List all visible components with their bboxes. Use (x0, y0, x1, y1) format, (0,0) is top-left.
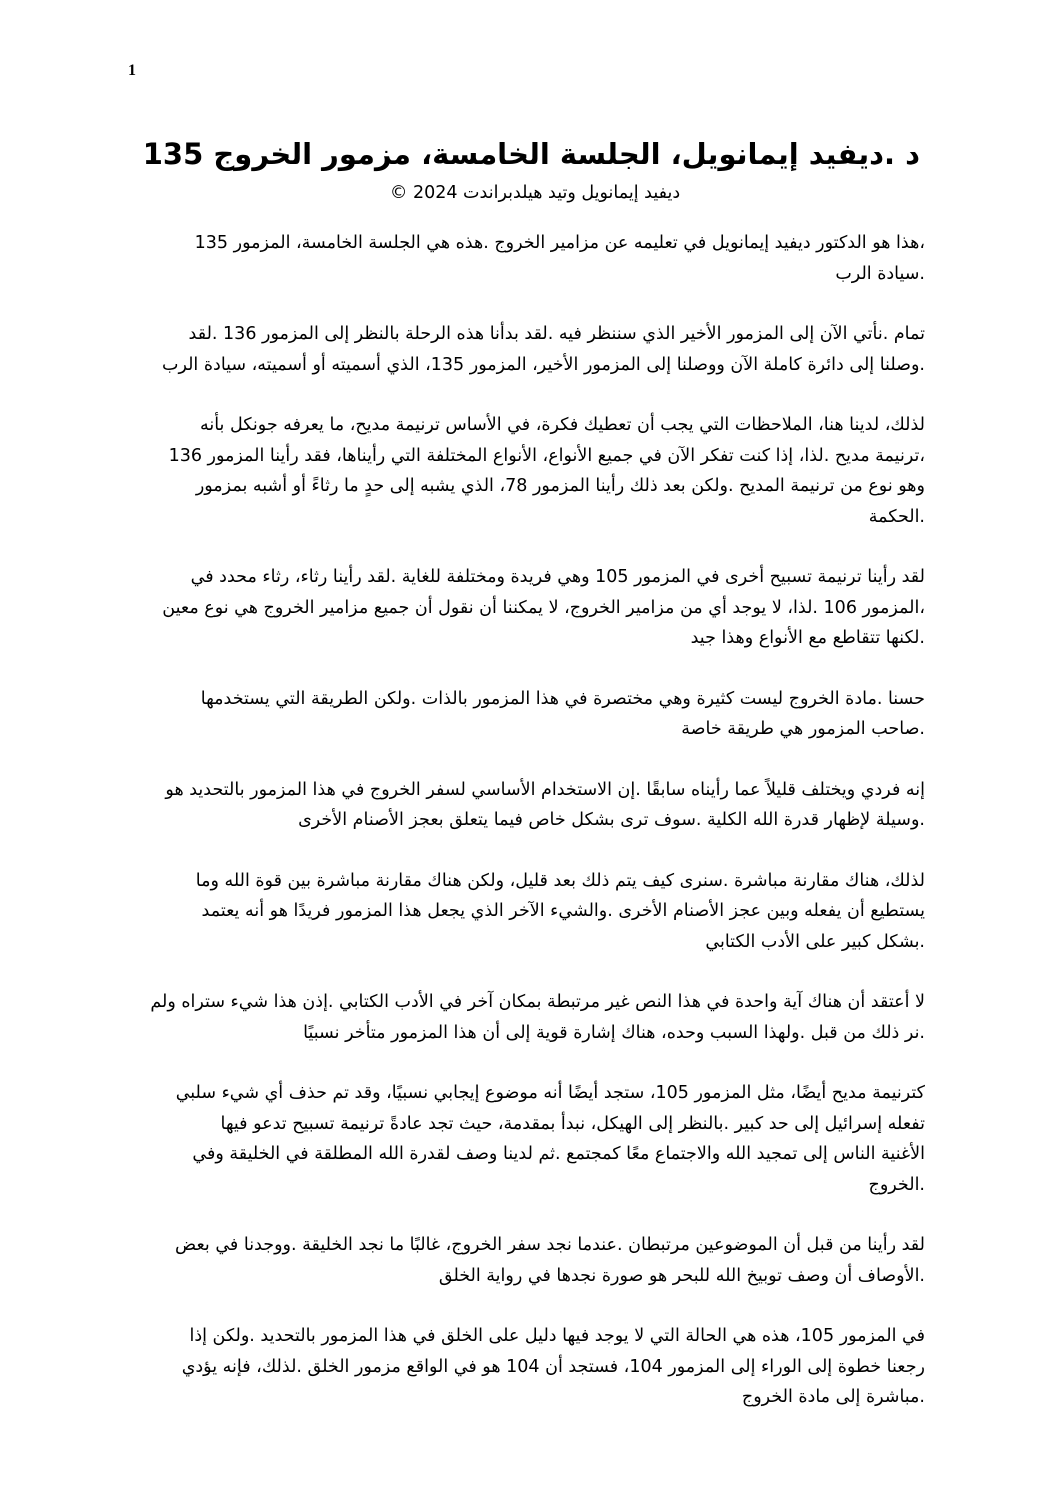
text-line: لقد رأينا من قبل أن الموضوعين مرتبطان .عندما نجد سفر الخروج، غالبًا ما نجد الخليقة .ووجدنا في بعض (175, 1235, 925, 1255)
page-subtitle: ديفيد إيمانويل وتيد هيلدبراندت 2024 © (389, 183, 681, 203)
text-line: حسنا .مادة الخروج ليست كثيرة وهي مختصرة في هذا المزمور بالذات .ولكن الطريقة التي يستخدمها (200, 688, 925, 709)
page-title: د .ديفيد إيمانويل، الجلسة الخامسة، مزمور الخروج 135 (142, 137, 920, 171)
text-line: .الحكمة (868, 506, 925, 527)
paragraph (140, 319, 925, 380)
paragraph (140, 410, 925, 532)
text-line: وهو نوع من ترنيمة المديح .ولكن بعد ذلك رأينا المزمور 78، الذي يشبه إلى حدٍ ما رثاءً أو أشبه بمزمور (195, 476, 925, 496)
text-line: ،ترنيمة مديح .لذا، إذا كنت تفكر الآن في جميع الأنواع، الأنواع المختلفة التي رأيناها، فقد رأينا المزمور 136 (168, 445, 925, 466)
text-line: لقد رأينا ترنيمة تسبيح أخرى في المزمور 105 وهي فريدة ومختلفة للغاية .لقد رأينا رثاء، رثاء محدد في (190, 567, 925, 587)
paragraph (140, 228, 925, 289)
text-line: ،هذا هو الدكتور ديفيد إيمانويل في تعليمه عن مزامير الخروج .هذه هي الجلسة الخامسة، المزمور 135 (194, 233, 925, 253)
text-line: لذلك، لدينا هنا، الملاحظات التي يجب أن تعطيك فكرة، في الأساس ترنيمة مديح، ما يعرفه جونكل بأنه (199, 415, 925, 435)
text-line: .لكنها تتقاطع مع الأنواع وهذا جيد (690, 628, 925, 648)
text-line: لا أعتقد أن هناك آية واحدة في هذا النص غير مرتبطة بمكان آخر في الأدب الكتابي .إذن هذا شيء ستراه ولم (150, 992, 925, 1012)
text-line: .سيادة الرب (835, 263, 925, 284)
paragraph (140, 775, 925, 836)
text-line: إنه فردي ويختلف قليلاً عما رأيناه سابقًا .إن الاستخدام الأساسي لسفر الخروج في هذا المزمور بالتحديد هو (165, 779, 925, 800)
paragraph (140, 684, 925, 745)
text-line: الأغنية الناس إلى تمجيد الله والاجتماع معًا كمجتمع .ثم لدينا وصف لقدرة الله المطلقة في الخليقة وفي (192, 1144, 925, 1164)
text-line: لذلك، هناك مقارنة مباشرة .سنرى كيف يتم ذلك بعد قليل، ولكن هناك مقارنة مباشرة بين قوة الله وما (195, 870, 925, 891)
paragraph (140, 562, 925, 654)
text-line: رجعنا خطوة إلى الوراء إلى المزمور 104، فستجد أن 104 هو في الواقع مزمور الخلق .لذلك، فإنه يؤدي (181, 1356, 925, 1377)
paragraph (140, 987, 925, 1048)
text-line: .الخروج (868, 1174, 925, 1195)
paragraph (140, 1321, 925, 1413)
paragraph (140, 1078, 925, 1200)
text-line: تمام .نأتي الآن إلى المزمور الأخير الذي سننظر فيه .لقد بدأنا هذه الرحلة بالنظر إلى المزمور 136 .لقد (188, 324, 925, 344)
paragraph (140, 866, 925, 958)
text-line: .نر ذلك من قبل .ولهذا السبب وحده، هناك إشارة قوية إلى أن هذا المزمور متأخر نسبيًا (303, 1022, 925, 1043)
text-line: .وصلنا إلى دائرة كاملة الآن ووصلنا إلى المزمور الأخير، المزمور 135، الذي أسميته أو أسميته، سيادة الرب (161, 354, 925, 375)
document-body (140, 228, 925, 1443)
paragraph (140, 1230, 925, 1291)
text-line: تفعله إسرائيل إلى حد كبير .بالنظر إلى الهيكل، نبدأ بمقدمة، حيث تجد عادةً ترنيمة تسبيح تدعو فيها (220, 1113, 925, 1134)
text-line: يستطيع أن يفعله وبين عجز الأصنام الأخرى .والشيء الآخر الذي يجعل هذا المزمور فريدًا هو أنه يعتمد (201, 901, 925, 921)
text-line: ،المزمور 106 .لذا، لا يوجد أي من مزامير الخروج، لا يمكننا أن نقول أن جميع مزامير الخروج هي نوع معين (162, 597, 925, 618)
text-line: .مباشرة إلى مادة الخروج (741, 1387, 925, 1407)
text-line: كترنيمة مديح أيضًا، مثل المزمور 105، ستجد أيضًا أنه موضوع إيجابي نسبيًا، وقد تم حذف أي شيء سلبي (175, 1083, 925, 1103)
text-line: .بشكل كبير على الأدب الكتابي (705, 931, 925, 952)
text-line: .صاحب المزمور هي طريقة خاصة (681, 719, 925, 739)
text-line: .وسيلة لإظهار قدرة الله الكلية .سوف ترى بشكل خاص فيما يتعلق بعجز الأصنام الأخرى (298, 810, 925, 830)
text-line: .الأوصاف أن وصف توبيخ الله للبحر هو صورة نجدها في رواية الخلق (438, 1265, 925, 1286)
text-line: في المزمور 105، هذه هي الحالة التي لا يوجد فيها دليل على الخلق في هذا المزمور بالتحديد .ولكن إذا (189, 1326, 925, 1346)
page-number: 1 (128, 62, 136, 79)
